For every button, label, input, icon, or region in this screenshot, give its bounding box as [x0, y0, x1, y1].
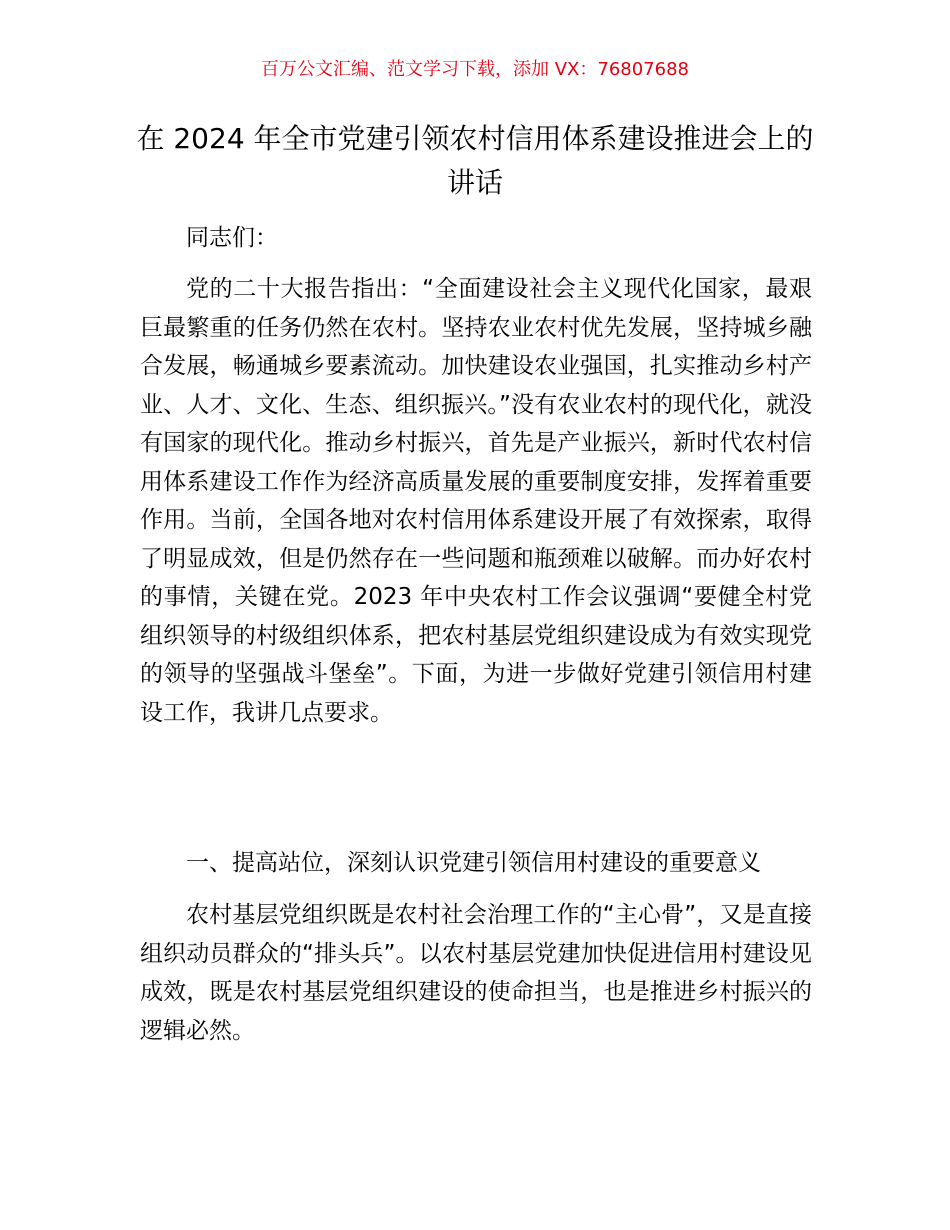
paragraph-2: 农村基层党组织既是农村社会治理工作的“主心骨”，又是直接组织动员群众的“排头兵”。以农村基层党建加快促进信用村建设见成效，既是农村基层党组织建设的使命担当，也是推进乡村振兴的逻辑必然。	[140, 902, 812, 1044]
header-banner: 百万公文汇编、范文学习下载，添加 VX：76807688	[261, 59, 689, 80]
document-title: 在 2024 年全市党建引领农村信用体系建设推进会上的讲话	[136, 122, 814, 199]
greeting: 同志们：	[186, 225, 278, 251]
paragraph-1: 党的二十大报告指出：“全面建设社会主义现代化国家，最艰巨最繁重的任务仍然在农村。坚持农业农村优先发展，坚持城乡融合发展，畅通城乡要素流动。加快建设农业强国，扎实推动乡村产业、人才、文化、生态、组织振兴。”没有农业农村的现代化，就没有国家的现代化。推动乡村振兴，首先是产业振兴，新时代农村信用体系建设工作作为经济高质量发展的重要制度安排，发挥着重要作用。当前，全国各地对农村信用体系建设开展了有效探索，取得了明显成效，但是仍然存在一些问题和瓶颈难以破解。而办好农村的事情，关键在党。2023 年中央农村工作会议强调“要健全村党组织领导的村级组织体系，把农村基层党组织建设成为有效实现党的领导的坚强战斗堡垒”。下面，为进一步做好党建引领信用村建设工作，我讲几点要求。	[140, 276, 812, 726]
section-heading-1: 一、提高站位，深刻认识党建引领信用村建设的重要意义	[186, 850, 761, 876]
